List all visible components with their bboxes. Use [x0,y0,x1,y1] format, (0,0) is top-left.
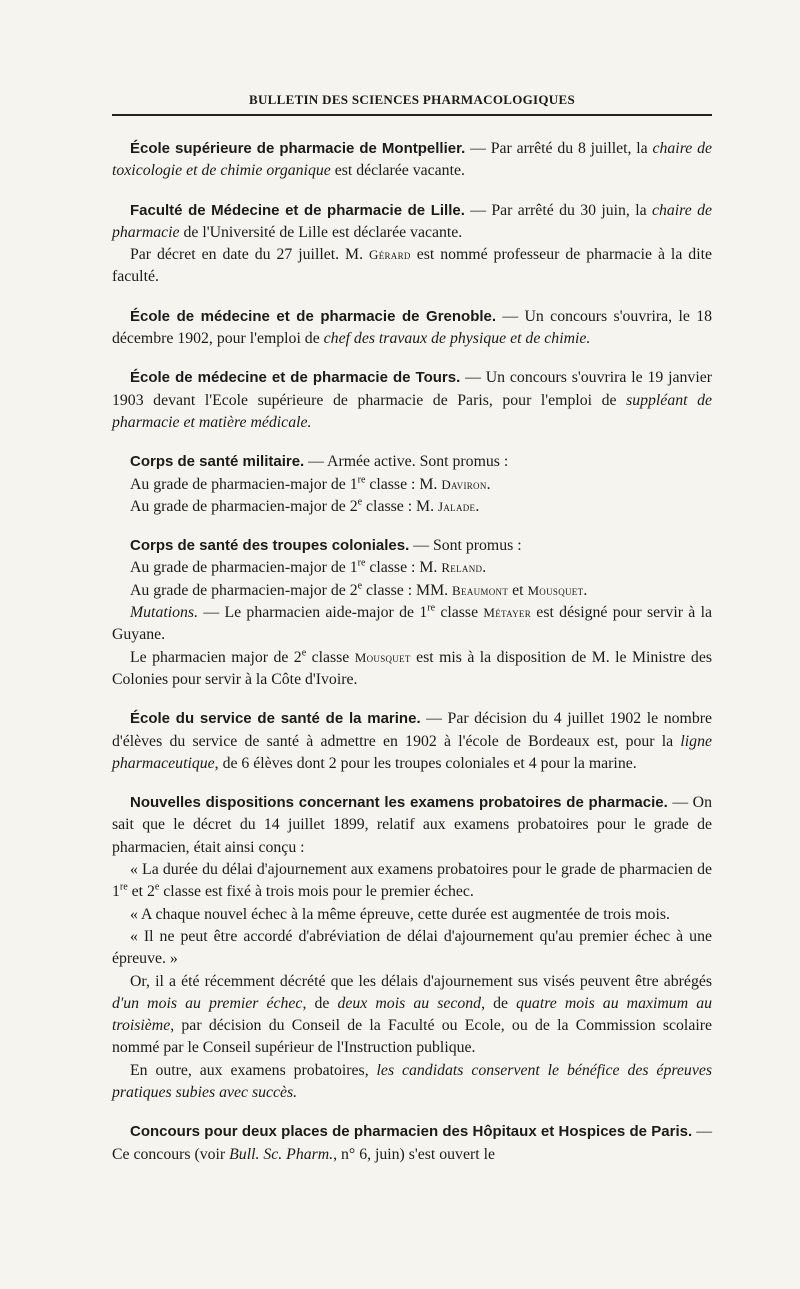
body-text: de l'Université de Lille est déclarée vacante. [179,223,463,241]
body-text: classe [306,648,355,666]
body-text: Le pharmacien major de 2 [130,648,302,666]
body-text: classe : M. [365,559,442,577]
body-text: classe est fixé à trois mois pour le premier échec. [159,883,474,901]
promotion-line: Au grade de pharmacien-major de 2e classe : M. Jalade. [130,496,480,515]
person-name: Jalade [438,498,476,514]
section-militaire [112,451,712,473]
italic-text: d'un mois au premier échec [112,994,303,1012]
body-text: — On sait que le décret du 14 juillet 1899, relatif aux examens probatoires pour le grade de pharmacien, était ainsi conçu : [112,794,712,856]
person-name: Métayer [483,605,531,621]
body-text: est nommé professeur de pharmacie à la dite faculté. [112,246,712,286]
header-rule [112,114,712,116]
body-text: , de 6 élèves dont 2 pour les troupes coloniales et 4 pour la marine. [214,754,637,772]
body-text: , de [302,994,338,1012]
section-heading: Corps de santé des troupes coloniales. [130,537,410,555]
body-text: est déclarée vacante. [330,162,465,180]
paragraph-outre [112,1060,712,1105]
person-name: Mousquet [354,649,411,665]
superscript: re [357,474,366,486]
body-text: Par décret en date du 27 juillet. M. [130,246,370,264]
superscript: e [301,647,307,659]
body-text: classe : MM. [362,581,453,599]
section-heading: Corps de santé militaire. [130,453,305,471]
quote-paragraph: « Il ne peut être accordé d'abréviation de délai d'ajournement qu'au premier échec à une épreuve. » [112,927,712,968]
section-heading: Faculté de Médecine et de pharmacie de Lille. [130,201,465,219]
body-text: Au grade de pharmacien-major de 1 [130,475,358,493]
body-text: — Sont promus : [409,537,522,555]
body-text: — Un concours s'ouvrira, le 18 décembre 1902, pour l'emploi de [112,307,712,348]
body-text: classe : M. [362,497,438,515]
paragraph-disposition [112,647,712,692]
body-text: classe : M. [365,475,442,493]
running-title: BULLETIN DES SCIENCES PHARMACOLOGIQUES [249,92,575,107]
body-text: Or, il a été récemment décrété que les délais d'ajournement sus visés peuvent être abrégés [130,972,712,990]
section-examens [112,792,712,859]
body-text: Au grade de pharmacien-major de 2 [130,581,358,599]
section-lille [112,200,712,245]
italic-text: chaire de pharmacie [112,201,712,241]
superscript: re [357,558,366,570]
italic-text: Bull. Sc. Pharm. [229,1145,334,1163]
italic-text: quatre mois au maximum au troisième [112,994,712,1035]
promotion-line: Au grade de pharmacien-major de 2e classe : MM. Beaumont et Mousquet. [130,580,588,599]
person-name: Mousquet [527,582,584,598]
person-name: Reland [441,560,483,576]
paragraph-mutations [112,602,712,647]
body-text: — Armée active. Sont promus : [304,453,509,471]
italic-text: suppléant de pharmacie et matière médicale. [112,391,712,431]
italic-text: chef des travaux de physique et de chimie. [323,330,591,348]
section-heading: Concours pour deux places de pharmacien des Hôpitaux et Hospices de Paris. [130,1123,693,1141]
italic-text: les candidats conservent le bénéfice des épreuves pratiques subies avec succès. [112,1061,712,1101]
body-text: , n° 6, juin) s'est ouvert le [333,1145,495,1163]
superscript: e [154,882,160,894]
italic-text: chaire de toxicologie et de chimie organique [112,140,712,180]
body-text: , de [481,994,517,1012]
body-text: — Le pharmacien aide-major de 1 [198,604,428,622]
section-tours [112,367,712,434]
paragraph-lille-decree [112,244,712,289]
superscript: re [119,882,128,894]
superscript: e [357,496,363,508]
body-text: et 2 [127,883,155,901]
body-text: — Par arrêté du 8 juillet, la [465,140,653,157]
body-text: est désigné pour servir à la Guyane. [112,604,712,644]
body-text: — Par décision du 4 juillet 1902 le nombre d'élèves du service de santé à admettre en 1902 à l'école de Bordeaux est, pour la [112,710,712,750]
paragraph-decree [112,971,712,1060]
person-name: Gérard [369,247,411,263]
section-marine [112,708,712,775]
body-text: « La durée du délai d'ajournement aux examens probatoires pour le grade de pharmacien de 1 [112,861,712,901]
body-text: est mis à la disposition de M. le Ministre des Colonies pour servir à la Côte d'Ivoire. [112,648,712,688]
section-heading: École de médecine et de pharmacie de Tours. [130,369,461,387]
body-text: — Ce concours (voir [112,1123,713,1163]
quote-paragraph [112,859,712,904]
body-text: Au grade de pharmacien-major de 1 [130,559,358,577]
italic-text: ligne pharmaceutique [112,732,712,772]
person-name: Daviron [441,476,487,492]
quote-paragraph: « A chaque nouvel échec à la même épreuve, cette durée est augmentée de trois mois. [130,905,670,923]
section-concours [112,1121,712,1166]
section-heading: Nouvelles dispositions concernant les examens probatoires de pharmacie. [130,794,668,812]
italic-text: deux mois au second [337,994,482,1012]
person-name: Beaumont [452,582,509,598]
superscript: re [427,602,436,614]
body-text: classe [435,604,484,622]
section-heading: École de médecine et de pharmacie de Grenoble. [130,307,497,325]
promotion-line: Au grade de pharmacien-major de 1re classe : M. Reland. [130,558,487,577]
body-text: En outre, aux examens probatoires, [130,1061,377,1079]
superscript: e [357,580,363,592]
body-text: — Un concours s'ouvrira le 19 janvier 1903 devant l'Ecole supérieure de pharmacie de Paris, pour l'emploi de [112,369,712,409]
italic-label: Mutations. [130,604,199,622]
body-text: — Par arrêté du 30 juin, la [464,201,652,219]
body-text: , par décision du Conseil de la Faculté ou Ecole, ou de la Commission scolaire nommé par le Conseil supérieur de l'Instruction publique. [112,1017,712,1057]
section-coloniales [112,535,712,557]
body-text: Au grade de pharmacien-major de 2 [130,497,358,515]
promotion-line: Au grade de pharmacien-major de 1re classe : M. Daviron. [130,474,491,493]
section-heading: École supérieure de pharmacie de Montpellier. [130,140,466,157]
section-grenoble [112,306,712,351]
body-text: et [508,581,528,599]
section-montpellier [112,138,712,183]
section-heading: École du service de santé de la marine. [130,710,421,728]
